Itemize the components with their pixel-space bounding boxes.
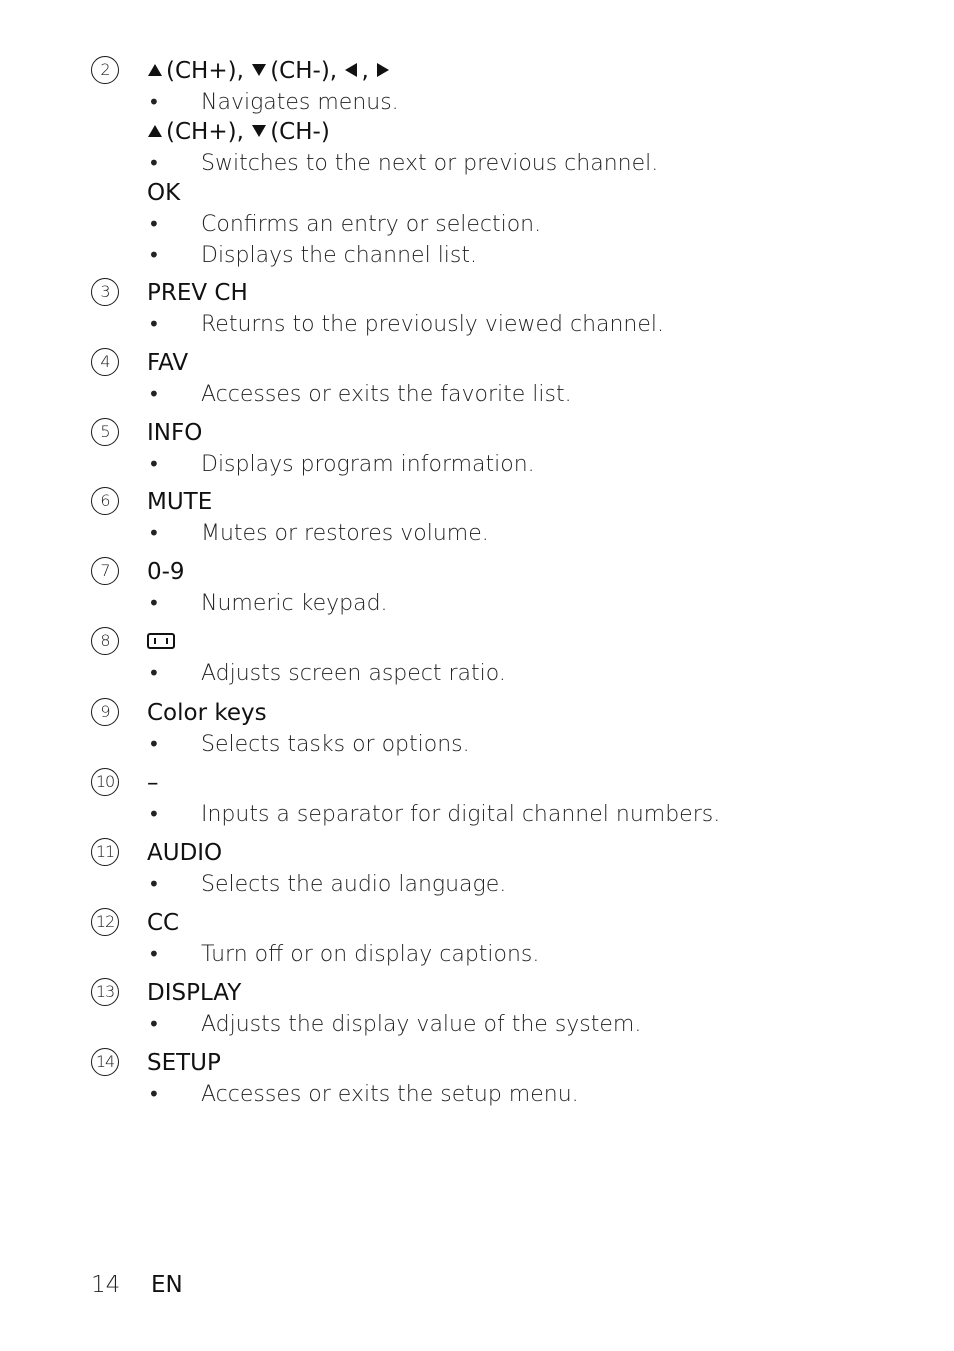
key-label: (CH+), (CH-), , [147,56,393,87]
triangle-up-icon [147,124,163,138]
description: Displays program information. [201,452,535,477]
bullet: • [148,661,160,685]
key-line-channel [0,117,954,148]
description: Accesses or exits the setup menu. [201,1082,579,1107]
triangle-right-icon [376,62,390,78]
key-line-ok [0,178,954,209]
bullet: • [148,802,160,826]
desc-line [0,87,954,118]
bullet: • [148,1012,160,1036]
key-label: FAV [147,350,189,376]
triangle-left-icon [344,62,358,78]
key-label [147,627,175,658]
key-label: Color keys [147,700,267,726]
entry-number: 10 [91,768,119,796]
description: Adjusts screen aspect ratio. [201,661,506,686]
key-label: MUTE [147,489,213,515]
bullet: • [148,872,160,896]
entry-number: 6 [91,487,119,515]
description: Accesses or exits the favorite list. [201,382,572,407]
key-label: 0-9 [147,559,185,585]
description: Adjusts the display value of the system. [201,1012,642,1037]
entry-number: 3 [91,278,119,306]
key-label: DISPLAY [147,980,242,1006]
entry-number: 7 [91,557,119,585]
description: Returns to the previously viewed channel. [201,312,665,337]
bullet: • [148,942,160,966]
description: Confirms an entry or selection. [201,212,542,237]
triangle-up-icon [147,63,163,77]
triangle-down-icon [251,124,267,138]
key-label: INFO [147,420,203,446]
entry-number: 14 [91,1048,119,1076]
bullet: • [148,312,160,336]
description: Turn off or on display captions. [201,942,540,967]
key-label: AUDIO [147,840,223,866]
page-number: 14 [91,1272,121,1298]
description: Switches to the next or previous channel. [201,151,659,176]
language-code: EN [151,1272,183,1298]
key-label: SETUP [147,1050,221,1076]
bullet: • [148,732,160,756]
key-label: PREV CH [147,280,248,306]
bullet: • [148,212,160,236]
description: Selects the audio language. [201,872,507,897]
description: Navigates menus. [201,90,399,115]
key-label: CC [147,910,180,936]
description: Numeric keypad. [201,591,388,616]
desc-line [0,148,954,179]
bullet: • [148,243,160,267]
entry-number: 8 [91,627,119,655]
bullet: • [148,382,160,406]
desc-line [0,209,954,240]
entry-number: 5 [91,418,119,446]
triangle-down-icon [251,63,267,77]
key-label: OK [147,180,181,206]
description: Mutes or restores volume. [201,521,489,546]
bullet: • [148,90,160,114]
entry-number: 13 [91,978,119,1006]
desc-line [0,240,954,271]
aspect-ratio-icon [147,633,175,649]
entry-number: 2 [91,56,119,84]
key-line-arrows [0,56,954,87]
entry-number: 4 [91,348,119,376]
key-label: (CH+), (CH-) [147,117,330,148]
bullet: • [148,521,160,545]
bullet: • [148,452,160,476]
description: Inputs a separator for digital channel numbers. [201,802,721,827]
bullet: • [148,1082,160,1106]
description: Displays the channel list. [201,243,477,268]
bullet: • [148,591,160,615]
entry-number: 9 [91,698,119,726]
key-label: – [147,770,159,796]
entry-number: 11 [91,838,119,866]
bullet: • [148,151,160,175]
entry-number: 12 [91,908,119,936]
description: Selects tasks or options. [201,732,470,757]
